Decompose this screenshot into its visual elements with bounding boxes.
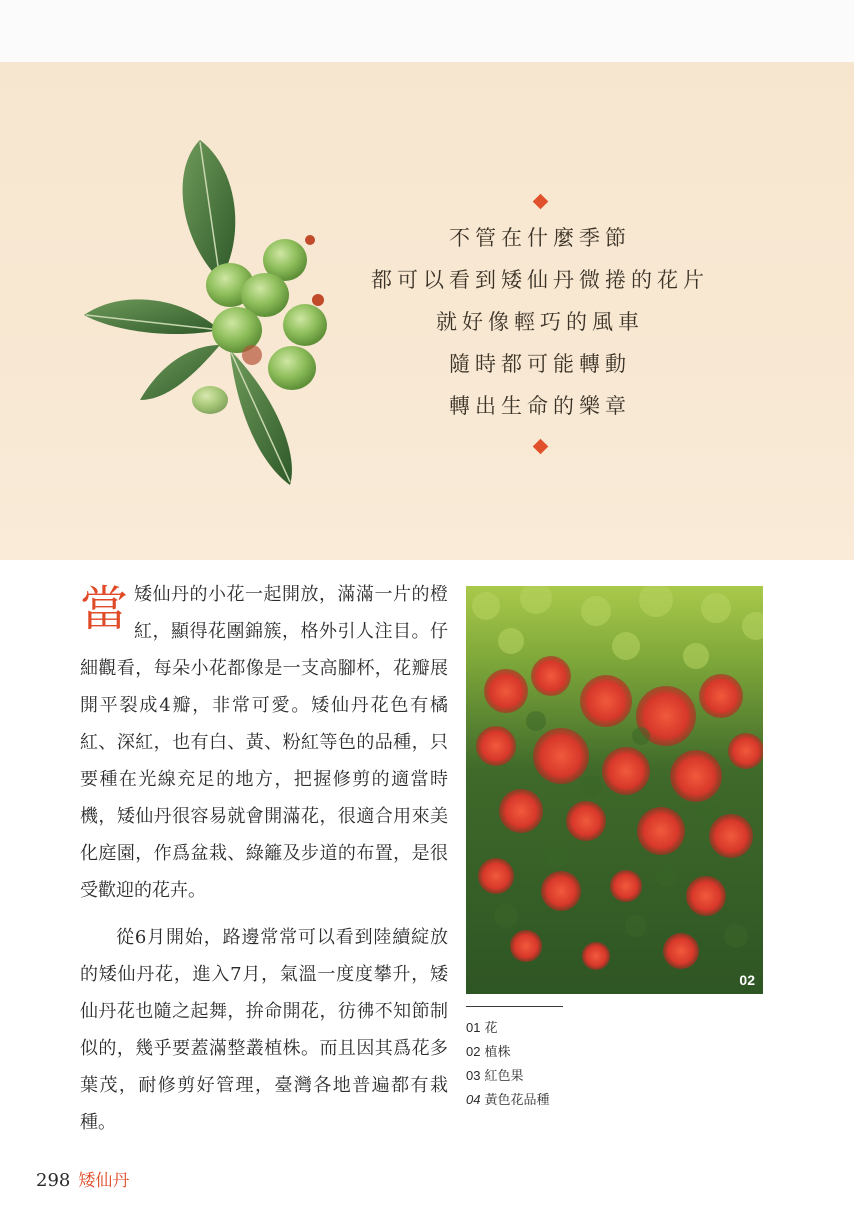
caption-label: 花 — [484, 1020, 498, 1035]
poem-line: 轉出生命的樂章 — [449, 394, 631, 418]
chapter-title: 矮仙丹 — [78, 1171, 130, 1191]
caption-number: 04 — [466, 1092, 481, 1107]
caption-item — [466, 1064, 549, 1088]
photo-captions — [466, 1016, 549, 1112]
page-top-margin — [0, 0, 854, 62]
paragraph-text: 矮仙丹的小花一起開放，滿滿一片的橙紅，顯得花團錦簇，格外引人注目。仔細觀看，每朵小花都像是一支高腳杯，花瓣展開平裂成4瓣，非常可愛。矮仙丹花色有橘紅、深紅，也有白、黃、粉紅等色的品種，只要種在光線充足的地方，把握修剪的適當時機，矮仙丹很容易就會開滿花，很適合用來美化庭園，作爲盆栽、綠籬及步道的布置，是很受歡迎的花卉。 — [80, 584, 448, 901]
ixora-bush-image — [466, 586, 763, 994]
caption-number: 01 — [466, 1020, 481, 1035]
caption-label: 黃色花品種 — [484, 1092, 550, 1107]
page-footer — [36, 1166, 129, 1191]
page-number: 298 — [36, 1170, 71, 1191]
caption-item — [466, 1016, 549, 1040]
poem — [360, 192, 720, 452]
caption-number: 03 — [466, 1068, 481, 1083]
diamond-ornament-icon — [532, 194, 548, 210]
caption-item — [466, 1088, 549, 1112]
diamond-ornament-icon — [532, 439, 548, 455]
article-paragraph — [80, 576, 448, 909]
article-body — [80, 576, 448, 1141]
caption-item — [466, 1040, 549, 1064]
poem-line: 都可以看到矮仙丹微捲的花片 — [371, 268, 709, 292]
plant-fruit-illustration — [70, 130, 370, 500]
leaf-top — [183, 140, 236, 280]
poem-line: 不管在什麼季節 — [449, 226, 631, 250]
caption-number: 02 — [466, 1044, 481, 1059]
article-paragraph: 從6月開始，路邊常常可以看到陸續綻放的矮仙丹花，進入7月，氣溫一度度攀升，矮仙丹花也隨之起舞，拚命開花，彷彿不知節制似的，幾乎要蓋滿整叢植株。而且因其爲花多葉茂，耐修剪好管理，臺灣各地普遍都有栽種。 — [80, 927, 448, 1133]
drop-cap: 當 — [80, 581, 129, 637]
caption-label: 紅色果 — [484, 1068, 524, 1083]
caption-label: 植株 — [484, 1044, 511, 1059]
plant-photo — [466, 586, 763, 994]
photo-number: 02 — [739, 972, 755, 988]
caption-divider — [466, 1006, 563, 1007]
poem-line: 就好像輕巧的風車 — [436, 310, 644, 334]
poem-line: 隨時都可能轉動 — [449, 352, 631, 376]
